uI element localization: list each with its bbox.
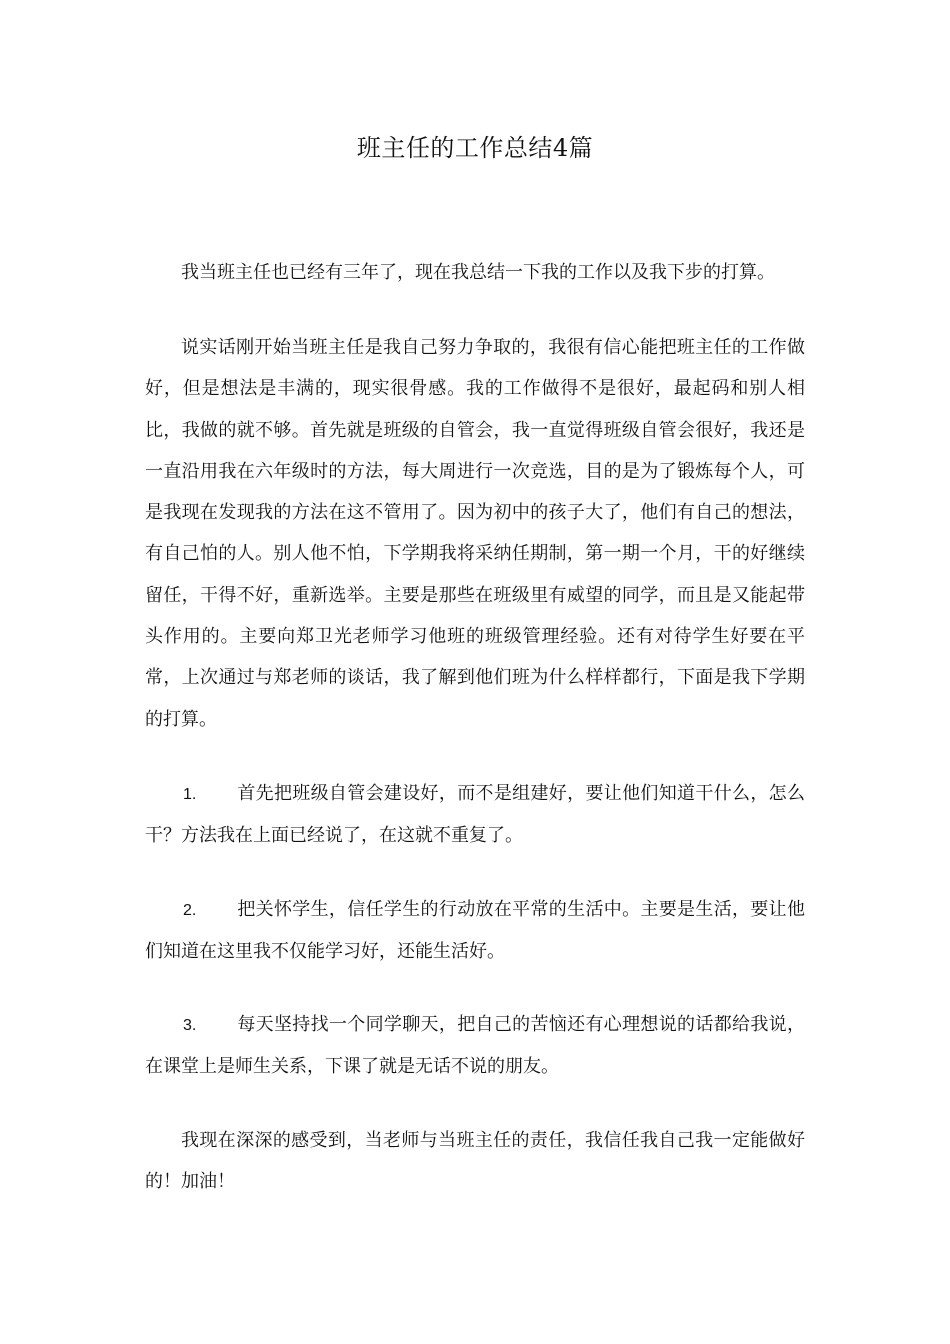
list-item-text: 每天坚持找一个同学聊天，把自己的苦恼还有心理想说的话都给我说，在课堂上是师生关系，下课了就是无话不说的朋友。 [145, 1014, 805, 1078]
intro-paragraph: 我当班主任也已经有三年了，现在我总结一下我的工作以及我下步的打算。 [181, 262, 775, 283]
list-number: 3. [183, 1017, 197, 1034]
closing-paragraph: 我现在深深的感受到，当老师与当班主任的责任，我信任我自己我一定能做好的！加油！ [145, 1130, 805, 1193]
body-paragraph: 说实话刚开始当班主任是我自己努力争取的，我很有信心能把班主任的工作做好，但是想法是丰满的，现实很骨感。我的工作做得不是很好，最起码和别人相比，我做的就不够。首先就是班级的自管会，我一直觉得班级自管会很好，我还是一直沿用我在六年级时的方法，每大周进行一次竞选，目的是为了锻炼每个人，可是我现在发现我的方法在这不管用了。因为初中的孩子大了，他们有自己的想法，有自己怕的人。别人他不怕，下学期我将采纳任期制，第一期一个月，干的好继续留任，干得不好，重新选举。主要是那些在班级里有威望的同学，而且是又能起带头作用的。主要向郑卫光老师学习他班的班级管理经验。还有对待学生好要在平常，上次通过与郑老师的谈话，我了解到他们班为什么样样都行，下面是我下学期的打算。 [145, 337, 805, 730]
list-item-2 [145, 889, 805, 973]
list-number: 1. [183, 786, 197, 803]
list-item-text: 把关怀学生，信任学生的行动放在平常的生活中。主要是生活，要让他们知道在这里我不仅能学习好，还能生活好。 [145, 899, 805, 963]
list-item-1 [145, 773, 805, 857]
list-number: 2. [183, 902, 197, 919]
list-item-text: 首先把班级自管会建设好，而不是组建好，要让他们知道干什么，怎么干？方法我在上面已经说了，在这就不重复了。 [145, 783, 805, 847]
list-item-3 [145, 1004, 805, 1088]
document-title: 班主任的工作总结4篇 [356, 134, 594, 162]
